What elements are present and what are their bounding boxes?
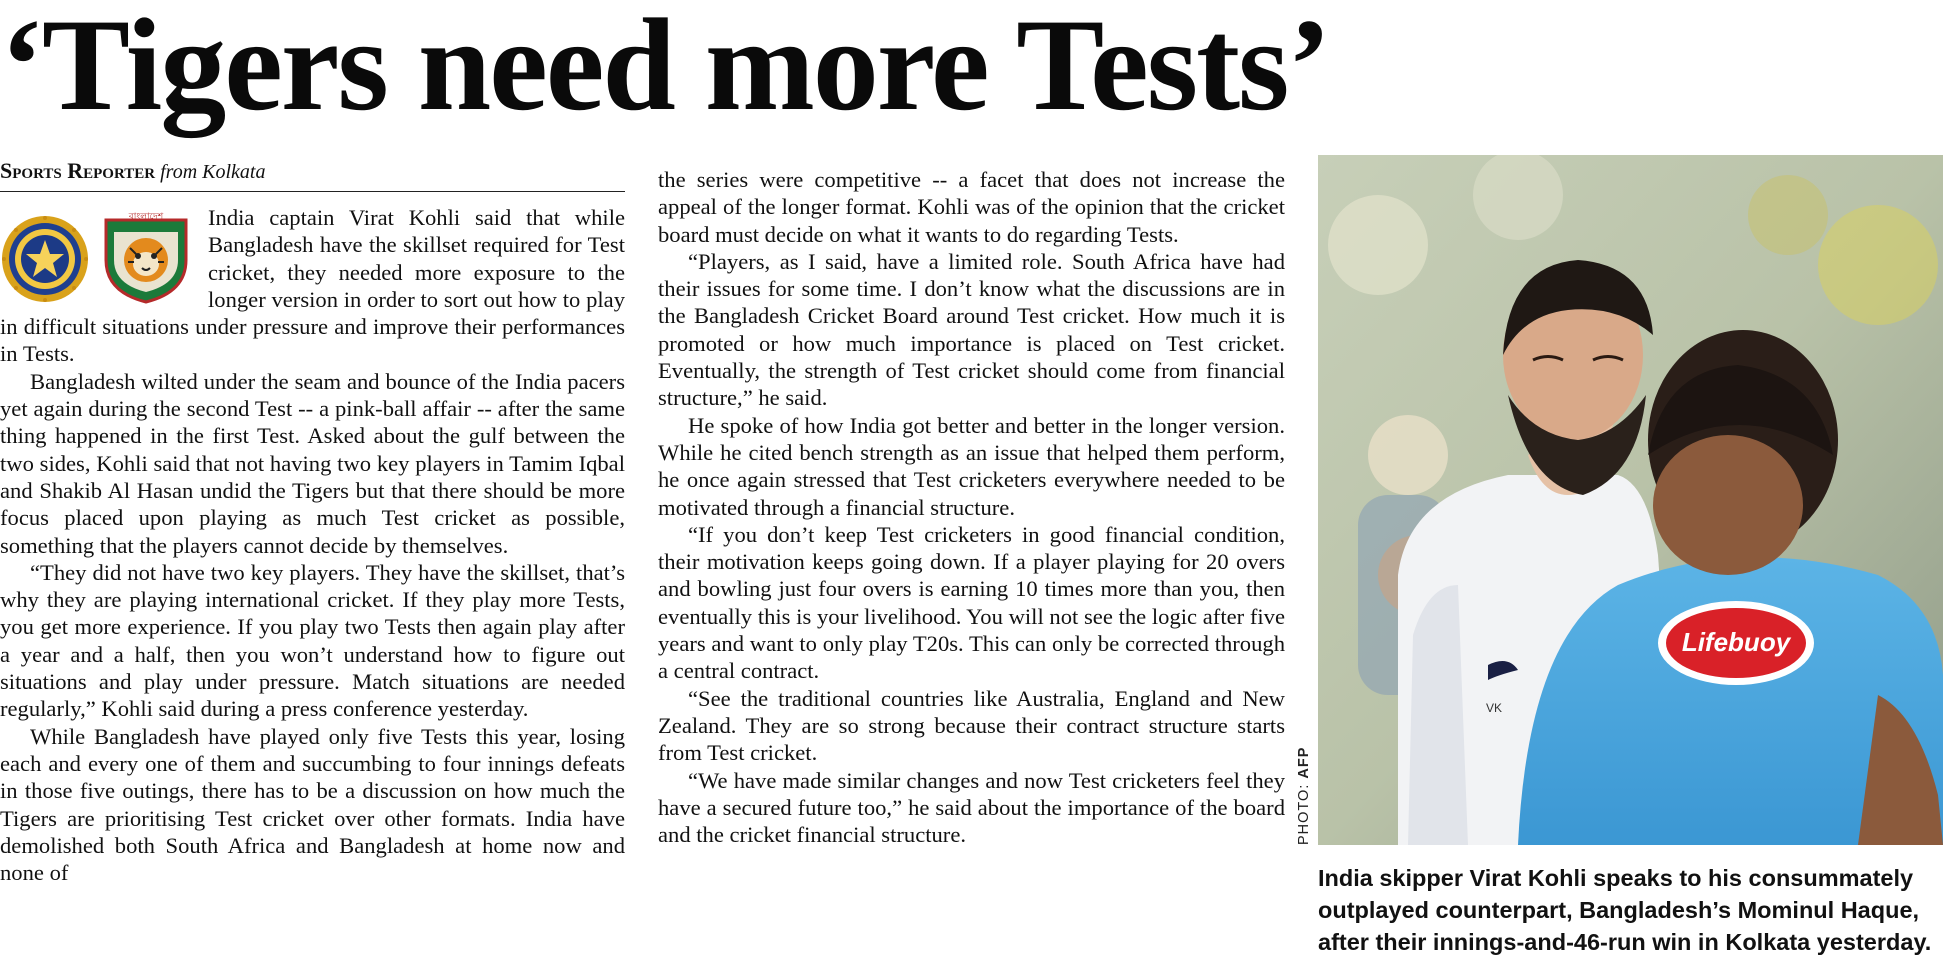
article-paragraph: “See the traditional countries like Australia, England and New Zealand. They are so strong because their contract structure starts from Test cricket. <box>658 685 1285 766</box>
article-paragraph: He spoke of how India got better and better in the longer version. While he cited bench strength as an issue that helped them perform, he once again stressed that Test cricketers everywhere needed to be motivated through a financial structure. <box>658 412 1285 520</box>
photo-credit-agency: AFP <box>1296 746 1312 779</box>
bcb-logo-text: বাংলাদেশ <box>128 212 164 222</box>
article-paragraph: “They did not have two key players. They have the skillset, that’s why they are playing international cricket. If they play more Tests, you get more experience. If you play two Tests then again play after a year and a half, then you won’t understand how to figure out situations and play under pressure. Match situations are needed regularly,” Kohli said during a press conference yesterday. <box>0 559 625 722</box>
photo-illustration <box>1318 155 1943 845</box>
photo-caption: India skipper Virat Kohli speaks to his consummately outplayed counterpart, Bangladesh’s Mominul Haque, after their innings-and-46-run win in Kolkata yesterday. <box>1318 865 1932 955</box>
article-paragraph: While Bangladesh have played only five Tests this year, losing each and every one of them and succumbing to four innings defeats in those five outings, there has to be a discussion on how much the Tigers are prioritising Test cricket over other formats. India have demolished both South Africa and Bangladesh at home now and none of <box>0 723 625 886</box>
article-paragraph: “We have made similar changes and now Test cricketers feel they have a secured future too,” he said about the importance of the board and the cricket financial structure. <box>658 767 1285 848</box>
board-logos <box>0 210 200 304</box>
photo-credit <box>1296 735 1316 845</box>
article-paragraph: Bangladesh wilted under the seam and bounce of the India pacers yet again during the second Test -- a pink-ball affair -- after the same thing happened in the first Test. Asked about the gulf between the two sides, Kohli said that not having two key players in Tamim Iqbal and Shakib Al Hasan undid the Tigers but that there should be more focus placed upon playing as much Test cricket as possible, something that the players cannot decide by themselves. <box>0 368 625 558</box>
photo-credit-prefix: PHOTO: <box>1296 783 1312 845</box>
article-column-1 <box>0 204 625 964</box>
bcb-logo-icon <box>100 210 192 304</box>
bcci-logo-icon <box>0 214 90 304</box>
lifebuoy-logo <box>1658 601 1814 685</box>
article-paragraph: India captain Virat Kohli said that while Bangladesh have the skillset required for Test cricket, they needed more exposure to the longer version in order to sort out how to play in difficult situations under pressure and improve their performances in Tests. <box>0 205 625 367</box>
lifebuoy-logo-text: Lifebuoy <box>1681 627 1791 657</box>
article-column-2 <box>658 166 1285 966</box>
article-paragraph: the series were competitive -- a facet that does not increase the appeal of the longer format. Kohli was of the opinion that the cricket board must decide on what it wants to do regarding Tests. <box>658 167 1285 247</box>
byline <box>0 158 625 192</box>
jersey-initials: VK <box>1486 701 1503 715</box>
byline-reporter: Sports Reporter <box>0 158 156 183</box>
headline: ‘Tigers need more Tests’ <box>0 0 1330 138</box>
article-paragraph: “If you don’t keep Test cricketers in good financial condition, their motivation keeps going down. If a player playing for 20 overs and bowling just four overs is earning 10 times more than you, then eventually this is your livelihood. You will not see the logic after five years and want to only play T20s. This can only be corrected through a central contract. <box>658 521 1285 684</box>
byline-location: from Kolkata <box>160 161 266 183</box>
article-paragraph: “Players, as I said, have a limited role. South Africa have had their issues for some time. I don’t know what the discussions are in the Bangladesh Cricket Board around Test cricket. How much it is promoted or how much importance is placed on Test cricket. Eventually, the strength of Test cricket should come from financial structure,” he said. <box>658 248 1285 411</box>
news-photo <box>1318 155 1943 845</box>
